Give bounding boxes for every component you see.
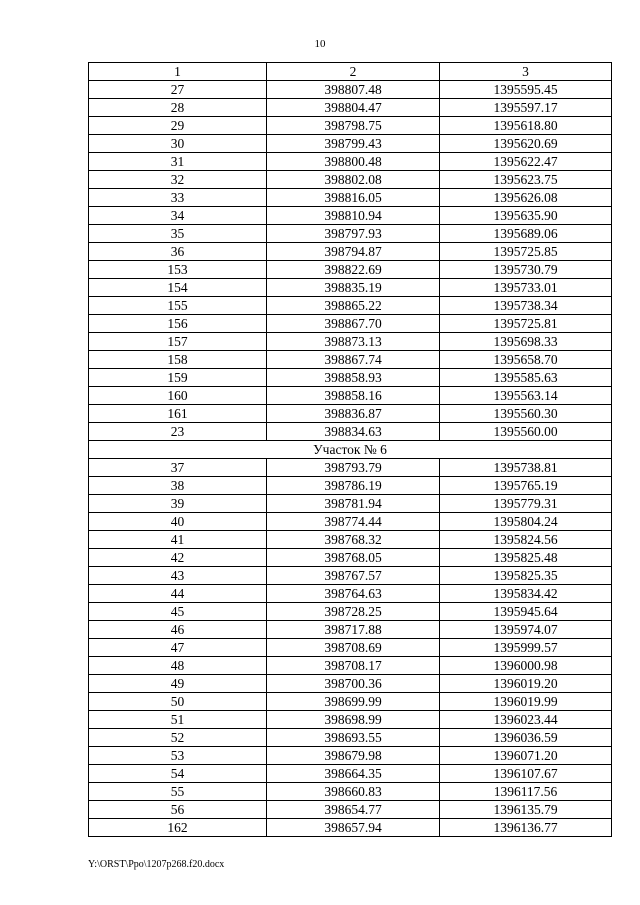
x-coordinate-cell: 398873.13 — [267, 333, 440, 351]
table-row — [89, 207, 612, 225]
x-coordinate-cell: 398867.74 — [267, 351, 440, 369]
table-row — [89, 765, 612, 783]
y-coordinate-cell: 1395834.42 — [440, 585, 612, 603]
x-coordinate-cell: 398798.75 — [267, 117, 440, 135]
table-row — [89, 333, 612, 351]
coordinates-table-body — [89, 63, 612, 837]
x-coordinate-cell: 398816.05 — [267, 189, 440, 207]
table-row — [89, 477, 612, 495]
x-coordinate-cell: 398800.48 — [267, 153, 440, 171]
y-coordinate-cell: 1396023.44 — [440, 711, 612, 729]
x-coordinate-cell: 398717.88 — [267, 621, 440, 639]
x-coordinate-cell: 398699.99 — [267, 693, 440, 711]
x-coordinate-cell: 398700.36 — [267, 675, 440, 693]
x-coordinate-cell: 398654.77 — [267, 801, 440, 819]
coordinates-table — [88, 62, 612, 837]
point-number-cell: 47 — [89, 639, 267, 657]
point-number-cell: 28 — [89, 99, 267, 117]
y-coordinate-cell: 1395618.80 — [440, 117, 612, 135]
table-row — [89, 297, 612, 315]
table-row — [89, 243, 612, 261]
point-number-cell: 46 — [89, 621, 267, 639]
y-coordinate-cell: 1396135.79 — [440, 801, 612, 819]
point-number-cell: 31 — [89, 153, 267, 171]
y-coordinate-cell: 1395626.08 — [440, 189, 612, 207]
x-coordinate-cell: 398660.83 — [267, 783, 440, 801]
x-coordinate-cell: 398835.19 — [267, 279, 440, 297]
table-row — [89, 135, 612, 153]
y-coordinate-cell: 1395804.24 — [440, 513, 612, 531]
x-coordinate-cell: 398794.87 — [267, 243, 440, 261]
y-coordinate-cell: 1395765.19 — [440, 477, 612, 495]
point-number-cell: 160 — [89, 387, 267, 405]
table-row — [89, 603, 612, 621]
y-coordinate-cell: 1395620.69 — [440, 135, 612, 153]
point-number-cell: 50 — [89, 693, 267, 711]
point-number-cell: 49 — [89, 675, 267, 693]
y-coordinate-cell: 1395595.45 — [440, 81, 612, 99]
x-coordinate-cell: 398781.94 — [267, 495, 440, 513]
x-coordinate-cell: 398786.19 — [267, 477, 440, 495]
point-number-cell: 154 — [89, 279, 267, 297]
table-row — [89, 117, 612, 135]
y-coordinate-cell: 1395623.75 — [440, 171, 612, 189]
x-coordinate-cell: 398728.25 — [267, 603, 440, 621]
point-number-cell: 48 — [89, 657, 267, 675]
point-number-cell: 29 — [89, 117, 267, 135]
header-cell-3: 3 — [440, 63, 612, 81]
y-coordinate-cell: 1395658.70 — [440, 351, 612, 369]
section-heading-row — [89, 441, 612, 459]
header-cell-1: 1 — [89, 63, 267, 81]
x-coordinate-cell: 398768.32 — [267, 531, 440, 549]
table-row — [89, 459, 612, 477]
table-row — [89, 639, 612, 657]
y-coordinate-cell: 1396117.56 — [440, 783, 612, 801]
y-coordinate-cell: 1395597.17 — [440, 99, 612, 117]
point-number-cell: 33 — [89, 189, 267, 207]
page-number: 10 — [314, 38, 326, 50]
point-number-cell: 37 — [89, 459, 267, 477]
point-number-cell: 162 — [89, 819, 267, 837]
table-row — [89, 99, 612, 117]
y-coordinate-cell: 1396136.77 — [440, 819, 612, 837]
x-coordinate-cell: 398865.22 — [267, 297, 440, 315]
table-row — [89, 657, 612, 675]
table-row — [89, 711, 612, 729]
footer-file-path: Y:\ORST\Ppo\1207p268.f20.docx — [88, 859, 225, 870]
table-row — [89, 369, 612, 387]
x-coordinate-cell: 398693.55 — [267, 729, 440, 747]
x-coordinate-cell: 398836.87 — [267, 405, 440, 423]
point-number-cell: 56 — [89, 801, 267, 819]
x-coordinate-cell: 398810.94 — [267, 207, 440, 225]
table-row — [89, 351, 612, 369]
table-row — [89, 513, 612, 531]
x-coordinate-cell: 398822.69 — [267, 261, 440, 279]
y-coordinate-cell: 1395730.79 — [440, 261, 612, 279]
y-coordinate-cell: 1395563.14 — [440, 387, 612, 405]
table-row — [89, 819, 612, 837]
y-coordinate-cell: 1396000.98 — [440, 657, 612, 675]
y-coordinate-cell: 1395560.30 — [440, 405, 612, 423]
point-number-cell: 32 — [89, 171, 267, 189]
point-number-cell: 54 — [89, 765, 267, 783]
point-number-cell: 153 — [89, 261, 267, 279]
x-coordinate-cell: 398793.79 — [267, 459, 440, 477]
table-row — [89, 261, 612, 279]
x-coordinate-cell: 398867.70 — [267, 315, 440, 333]
table-row — [89, 171, 612, 189]
table-row — [89, 387, 612, 405]
y-coordinate-cell: 1395738.34 — [440, 297, 612, 315]
table-row — [89, 783, 612, 801]
y-coordinate-cell: 1395698.33 — [440, 333, 612, 351]
y-coordinate-cell: 1395738.81 — [440, 459, 612, 477]
point-number-cell: 155 — [89, 297, 267, 315]
point-number-cell: 52 — [89, 729, 267, 747]
point-number-cell: 157 — [89, 333, 267, 351]
x-coordinate-cell: 398664.35 — [267, 765, 440, 783]
y-coordinate-cell: 1396019.99 — [440, 693, 612, 711]
table-row — [89, 189, 612, 207]
y-coordinate-cell: 1395622.47 — [440, 153, 612, 171]
table-row — [89, 567, 612, 585]
table-row — [89, 531, 612, 549]
x-coordinate-cell: 398774.44 — [267, 513, 440, 531]
point-number-cell: 27 — [89, 81, 267, 99]
table-row — [89, 423, 612, 441]
table-row — [89, 621, 612, 639]
y-coordinate-cell: 1395635.90 — [440, 207, 612, 225]
table-header-row — [89, 63, 612, 81]
y-coordinate-cell: 1396071.20 — [440, 747, 612, 765]
point-number-cell: 23 — [89, 423, 267, 441]
point-number-cell: 38 — [89, 477, 267, 495]
table-row — [89, 693, 612, 711]
x-coordinate-cell: 398802.08 — [267, 171, 440, 189]
point-number-cell: 42 — [89, 549, 267, 567]
x-coordinate-cell: 398708.69 — [267, 639, 440, 657]
table-row — [89, 315, 612, 333]
x-coordinate-cell: 398708.17 — [267, 657, 440, 675]
x-coordinate-cell: 398768.05 — [267, 549, 440, 567]
header-cell-2: 2 — [267, 63, 440, 81]
table-row — [89, 747, 612, 765]
table-row — [89, 549, 612, 567]
point-number-cell: 34 — [89, 207, 267, 225]
x-coordinate-cell: 398679.98 — [267, 747, 440, 765]
point-number-cell: 158 — [89, 351, 267, 369]
point-number-cell: 41 — [89, 531, 267, 549]
point-number-cell: 30 — [89, 135, 267, 153]
x-coordinate-cell: 398858.93 — [267, 369, 440, 387]
table-row — [89, 81, 612, 99]
x-coordinate-cell: 398858.16 — [267, 387, 440, 405]
point-number-cell: 156 — [89, 315, 267, 333]
y-coordinate-cell: 1395725.81 — [440, 315, 612, 333]
table-row — [89, 675, 612, 693]
point-number-cell: 161 — [89, 405, 267, 423]
y-coordinate-cell: 1395824.56 — [440, 531, 612, 549]
point-number-cell: 55 — [89, 783, 267, 801]
x-coordinate-cell: 398807.48 — [267, 81, 440, 99]
section-heading: Участок № 6 — [89, 441, 612, 459]
x-coordinate-cell: 398764.63 — [267, 585, 440, 603]
point-number-cell: 35 — [89, 225, 267, 243]
x-coordinate-cell: 398657.94 — [267, 819, 440, 837]
x-coordinate-cell: 398799.43 — [267, 135, 440, 153]
y-coordinate-cell: 1395999.57 — [440, 639, 612, 657]
table-row — [89, 153, 612, 171]
table-row — [89, 585, 612, 603]
y-coordinate-cell: 1395825.48 — [440, 549, 612, 567]
point-number-cell: 39 — [89, 495, 267, 513]
table-row — [89, 729, 612, 747]
table-row — [89, 495, 612, 513]
y-coordinate-cell: 1395825.35 — [440, 567, 612, 585]
table-row — [89, 801, 612, 819]
y-coordinate-cell: 1396107.67 — [440, 765, 612, 783]
x-coordinate-cell: 398834.63 — [267, 423, 440, 441]
table-row — [89, 405, 612, 423]
y-coordinate-cell: 1395945.64 — [440, 603, 612, 621]
x-coordinate-cell: 398797.93 — [267, 225, 440, 243]
y-coordinate-cell: 1395974.07 — [440, 621, 612, 639]
y-coordinate-cell: 1396019.20 — [440, 675, 612, 693]
y-coordinate-cell: 1396036.59 — [440, 729, 612, 747]
point-number-cell: 43 — [89, 567, 267, 585]
point-number-cell: 159 — [89, 369, 267, 387]
point-number-cell: 40 — [89, 513, 267, 531]
table-row — [89, 279, 612, 297]
x-coordinate-cell: 398698.99 — [267, 711, 440, 729]
x-coordinate-cell: 398767.57 — [267, 567, 440, 585]
y-coordinate-cell: 1395733.01 — [440, 279, 612, 297]
y-coordinate-cell: 1395725.85 — [440, 243, 612, 261]
table-row — [89, 225, 612, 243]
point-number-cell: 36 — [89, 243, 267, 261]
x-coordinate-cell: 398804.47 — [267, 99, 440, 117]
point-number-cell: 44 — [89, 585, 267, 603]
point-number-cell: 51 — [89, 711, 267, 729]
y-coordinate-cell: 1395689.06 — [440, 225, 612, 243]
point-number-cell: 53 — [89, 747, 267, 765]
point-number-cell: 45 — [89, 603, 267, 621]
y-coordinate-cell: 1395585.63 — [440, 369, 612, 387]
y-coordinate-cell: 1395560.00 — [440, 423, 612, 441]
y-coordinate-cell: 1395779.31 — [440, 495, 612, 513]
